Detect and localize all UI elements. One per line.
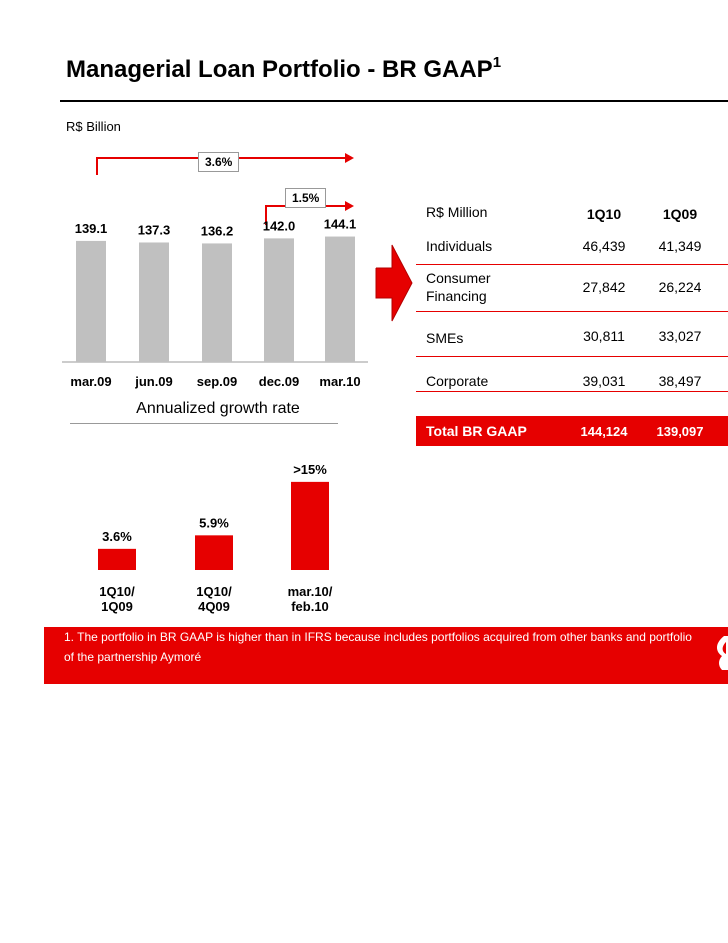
growth-label-total: 3.6% (198, 152, 239, 172)
table-row: Corporate 39,031 38,497 (416, 357, 728, 392)
bar-value-label: 136.2 (200, 223, 234, 239)
growth-x-tick-label: mar.10/ (287, 584, 333, 599)
x-tick-label: mar.10 (319, 374, 361, 389)
growth-bar (98, 549, 136, 570)
growth-x-tick-label: 1Q10/ (99, 584, 135, 599)
growth-value-label: >15% (293, 461, 327, 477)
table-row: Individuals 46,439 41,349 (416, 228, 728, 265)
table-row: Consumer Financing 27,842 26,224 (416, 265, 728, 312)
santander-flame-logo (706, 632, 728, 672)
growth-x-tick-label: 1Q10/ (196, 584, 232, 599)
growth-label-recent: 1.5% (285, 188, 326, 208)
growth-value-label: 3.6% (102, 528, 132, 544)
bar-value-label: 144.1 (323, 216, 357, 232)
chart-unit-label: R$ Billion (66, 119, 121, 134)
growth-bar (195, 535, 233, 570)
bar-value-label: 139.1 (74, 220, 108, 236)
footnote-bar (44, 627, 728, 684)
col-1q10: 1Q10 (586, 206, 622, 222)
table-total-row: Total BR GAAP 144,124 139,097 (416, 416, 728, 446)
growth-value-label: 5.9% (199, 515, 229, 531)
growth-x-tick-label: 1Q09 (101, 599, 133, 614)
x-tick-label: jun.09 (135, 374, 173, 389)
footnote-line-1: 1. The portfolio in BR GAAP is higher than in IFRS because includes portfolios acquired from other banks and portfolio (64, 630, 692, 644)
x-tick-label: dec.09 (258, 374, 300, 389)
x-tick-label: mar.09 (70, 374, 112, 389)
growth-bar (291, 482, 329, 570)
bar-value-label: 142.0 (262, 218, 296, 234)
table-unit: R$ Million (426, 204, 488, 220)
footnote-line-2: of the partnership Aymoré (64, 650, 202, 664)
x-tick-label: sep.09 (196, 374, 238, 389)
growth-chart-title: Annualized growth rate (136, 400, 300, 417)
col-1q09: 1Q09 (662, 206, 698, 222)
table-row: SMEs 30,811 33,027 (416, 312, 728, 357)
growth-x-tick-label: feb.10 (291, 599, 329, 614)
bar-value-label: 137.3 (137, 222, 171, 238)
growth-x-tick-label: 4Q09 (198, 599, 230, 614)
page-title: Managerial Loan Portfolio - BR GAAP$^1$ (66, 54, 502, 83)
